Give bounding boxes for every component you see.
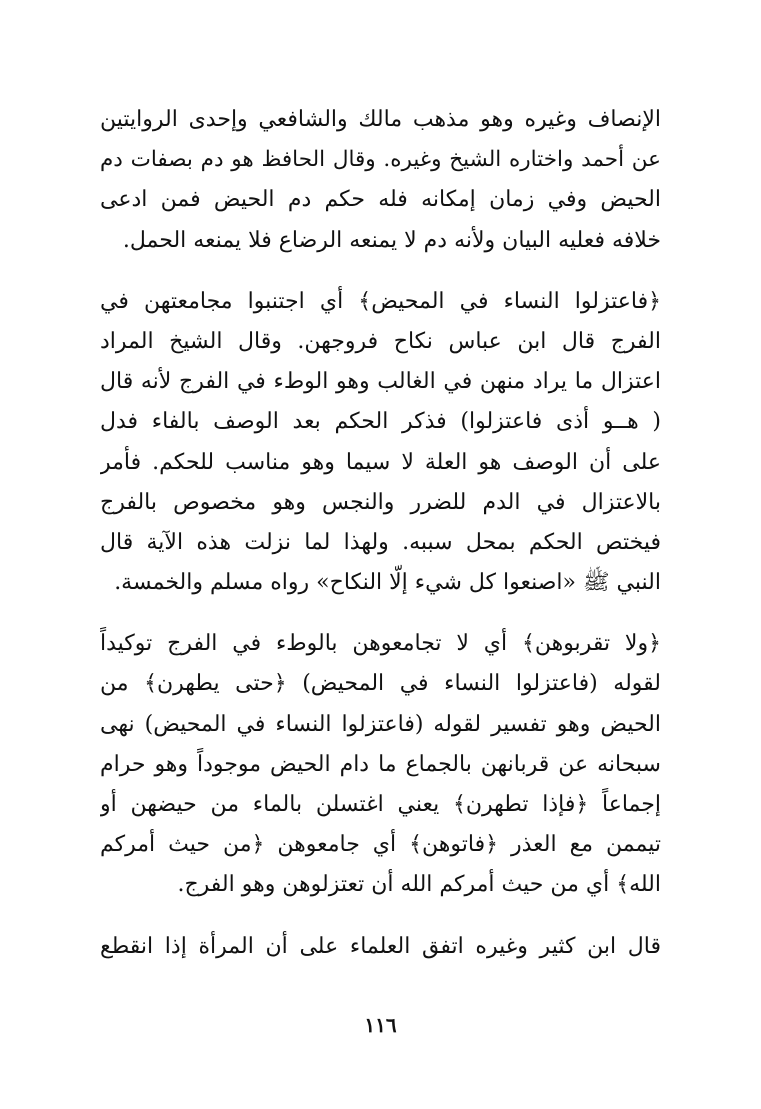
text-line: ﴿ولا تقربوهن﴾ أي لا تجامعوهن بالوطء في الفرج توكيداً [100, 631, 661, 657]
text-line: اعتزال ما يراد منهن في الغالب وهو الوطء في الفرج لأنه قال [100, 369, 661, 395]
text-line: النبي ﷺ «اصنعوا كل شيء إلّا النكاح» رواه مسلم والخمسة. [114, 570, 661, 596]
page-number: ١١٦ [364, 1013, 397, 1037]
text-line: الحيض وفي زمان إمكانه فله حكم دم الحيض فمن ادعى [100, 187, 661, 213]
text-line: الفرج قال ابن عباس نكاح فروجهن. وقال الشيخ المراد [100, 328, 661, 354]
page-body-text [100, 100, 661, 967]
paragraph-spacer [100, 261, 661, 282]
paragraph-spacer [100, 603, 661, 624]
text-line: الإنصاف وغيره وهو مذهب مالك والشافعي وإحدى الروايتين [100, 107, 661, 132]
text-line: ﴿فاعتزلوا النساء في المحيض﴾ أي اجتنبوا مجامعتهن في [100, 288, 661, 314]
text-line: ( هــو أذى فاعتزلوا) فذكر الحكم بعد الوصف بالفاء فدل [100, 409, 661, 435]
text-line: بالاعتزال في الدم للضرر والنجس وهو مخصوص بالفرج [100, 489, 661, 515]
paragraph-1 [100, 100, 661, 261]
text-line: قال ابن كثير وغيره اتفق العلماء على أن المرأة إذا انقطع [100, 933, 661, 959]
text-line: تيممن مع العذر ﴿فاتوهن﴾ أي جامعوهن ﴿من حيث أمركم [100, 832, 661, 858]
text-line: الحيض وهو تفسير لقوله (فاعتزلوا النساء في المحيض) نهى [100, 711, 661, 737]
text-line: على أن الوصف هو العلة لا سيما وهو مناسب للحكم. فأمر [100, 449, 661, 475]
text-line: سبحانه عن قربانهن بالجماع ما دام الحيض موجوداً وهو حرام [100, 751, 661, 777]
text-line: عن أحمد واختاره الشيخ وغيره. وقال الحافظ هو دم بصفات دم [100, 147, 661, 173]
text-line: لقوله (فاعتزلوا النساء في المحيض) ﴿حتى يطهرن﴾ من [100, 671, 661, 697]
paragraph-2 [100, 282, 661, 604]
paragraph-spacer [100, 906, 661, 927]
text-line: خلافه فعليه البيان ولأنه دم لا يمنعه الرضاع فلا يمنعه الحمل. [122, 227, 661, 253]
paragraph-4 [100, 927, 661, 967]
text-line: إجماعاً ﴿فإذا تطهرن﴾ يعني اغتسلن بالماء من حيضهن أو [100, 792, 661, 817]
paragraph-3 [100, 624, 661, 905]
text-line: الله﴾ أي من حيث أمركم الله أن تعتزلوهن وهو الفرج. [177, 872, 661, 898]
text-line: فيختص الحكم بمحل سببه. ولهذا لما نزلت هذه الآية قال [100, 529, 661, 555]
